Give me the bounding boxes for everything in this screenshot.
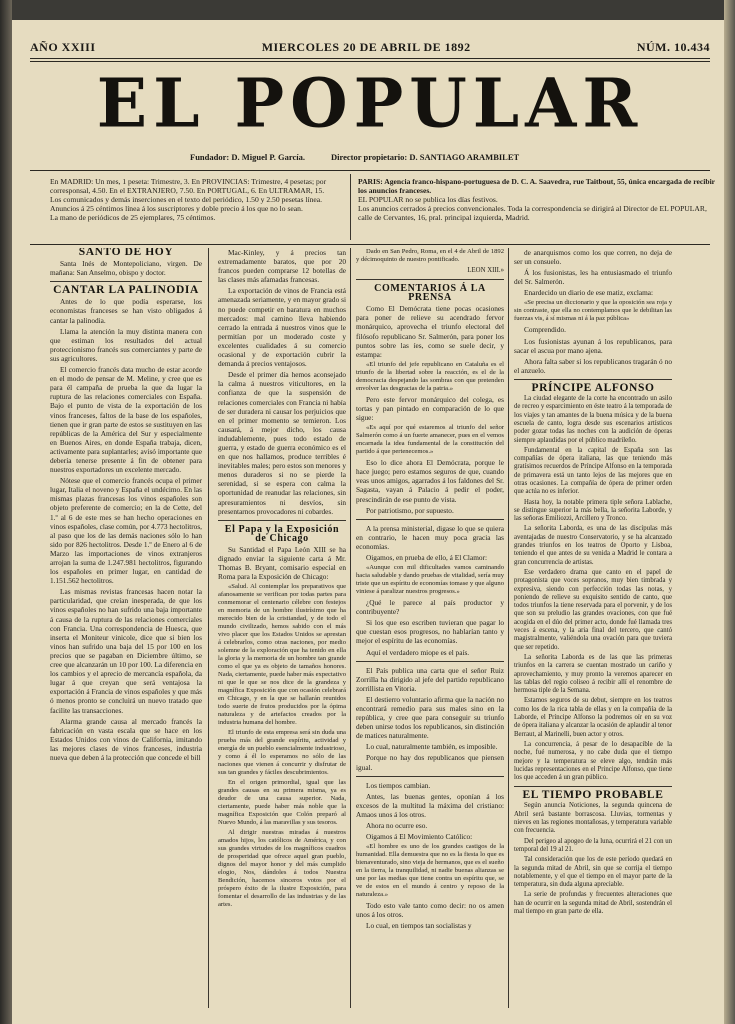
paragraph: Tal consideración que los de este período quedará en la segunda mitad de Abril, sin que se corrija el tiempo notablemente, y el que el tiempo en el mayor parte de la temperatura, sin duda alguna apreciable.	[514, 856, 672, 889]
santo-heading: SANTO DE HOY	[78, 248, 174, 258]
paragraph: Según anuncia Noticiones, la segunda quincena de Abril será bastante borrascosa. Lluvias, tormentas y nieves en las regiones montañosas, y temperatura variable con frecuencia.	[514, 802, 672, 835]
holidays-line: EL POPULAR no se publica los días festivos.	[358, 195, 498, 204]
paragraph: «El hombre es uno de los grandes castigos de la humanidad. Ella demuestra que no es la fiesta lo que es bienaventurado, sino vieja de hermanos, que es el sueño en la tierra, la tranquilidad, ni nadie buenas alianzas se une por las medias que tiene contra un espíritu que, se ve de estos en el mundo á centro y reposo de la naturaleza.»	[356, 843, 504, 899]
paragraph: Lo cual, en tiempos tan socialistas y	[366, 921, 472, 931]
paragraph: Ahora no ocurre eso.	[366, 821, 428, 831]
paragraph: El destierro voluntario afirma que la nación no encontrará remedio para sus males sino en la república, y cree que para conseguir su triunfo deben unirse todos los republicanos, sin distinción de matices naturalmente.	[356, 694, 504, 741]
paragraph: Alarma grande causa al mercado francés la fabricación en vasta escala que se hace en los Estados Unidos con vinos de California, imitando las mejores clases de vinos franceses, industria nueva que deben á la protección que concede el bill	[50, 716, 202, 762]
divider	[514, 786, 672, 787]
paragraph: Ese verdadero drama que canto en el papel de protagonista que voces sopranos, muy bien timbrada y expresiva, siendo con perfección todas las notas, y poniendo de relieve su exquisito sentido de canto, que todos triunfos la tiene reservada para el porvenir, y de los que son su preludio las grandes ovaciones, con que fué acogida en el dúo del primer acto, donde fué llamada tres veces á escena, y la aria final del tercero, que cantó magistralmente, valiéndola una ovación para que tuviera que ser repetido.	[514, 568, 672, 651]
dateline	[30, 40, 710, 55]
column-rule	[508, 248, 509, 1008]
paragraph: Dado en San Pedro, Roma, en el 4 de Abril de 1892 y décimoquinto de nuestro pontificado.	[356, 248, 504, 263]
paragraph: Oigamos á El Movimiento Católico:	[366, 832, 473, 842]
divider	[350, 174, 351, 240]
subscription-info	[50, 177, 342, 222]
agency-line: PARIS: Agencia franco-hispano-portuguesa de D. C. A. Saavedra, rue Taitbout, 55, única encargada de recibir los anuncios franceses.	[358, 177, 715, 195]
column-rule	[350, 248, 351, 1008]
newspaper-title: EL POPULAR	[96, 63, 644, 143]
year-label: AÑO XXIII	[30, 40, 96, 54]
paragraph: El triunfo de esta empresa será sin duda una prueba más del grande espíritu, actividad y energía de un pueblo esencialmente industrioso, y como á él lo esperamos no sólo de las naciones que vienen á concurrir y disfrutar de sus tan grandes y fáciles descubrimientos.	[218, 729, 346, 777]
founder-line: Fundador: D. Miguel P. García.	[190, 152, 305, 162]
divider	[30, 170, 710, 171]
paragraph: Si los que eso escriben tuvieran que pagar lo que cuestan esos progresos, no hablarían tanto y mejor el espíritu de las economías.	[356, 618, 504, 646]
paragraph: Hasta hoy, la notable primera tiple señora Lablache, se distingue superior la más bella, la señorita Laborde, y las señoras Emiliozzi, Arcillero y Tronco.	[514, 498, 672, 523]
santo-text: Santa Inés de Montepoliciano, virgen. De mañana: San Anselmo, obispo y doctor.	[50, 259, 202, 278]
paragraph: El comercio francés data mucho de estar acorde en el modo de pensar de M. Meline, y cree que es para él campaña de prueba la que da lugar la ruptura de las relaciones comerciales con España. Bajo el punto de vista de la exportación de los vinos franceses, faltos de la base de los españoles, tienen que ir gran parte de estos se sustituyen en las repúblicas de la América del Sur y especialmente en Buenos Aires, en donde España trabaja, dicen, activamente para suplantarles; avisó importante que debería tenerse presente á fin de obtener para nuestros exportadores un excelente mercado.	[50, 365, 202, 475]
paragraph: Antes de lo que podía esperarse, los economistas franceses se han visto obligados á cantar la palinodia.	[50, 297, 202, 325]
paragraph: A la prensa ministerial, digase lo que se quiera en contrario, le hacen muy poca gracia las economías.	[356, 523, 504, 551]
page-edge	[724, 0, 735, 1024]
paragraph: La señorita Laborda, es una de las discípulas más aventajadas de nuestro Conservatorio, y se ha alcanzado grandes triunfos en los teatros de Oporto y Lisboa, teniendo el que antes de su venida a Madrid le contara a gran concurrencia de artistas.	[514, 525, 672, 566]
paragraph: Lo cual, naturalmente también, es imposible.	[366, 742, 498, 752]
divider	[514, 379, 672, 380]
paragraph: Estamos seguros de su debut, siempre en los teatros como los de la rica tabla de ellas y en la compañía de la Laborde, el Príncipe Alfonso la podremos oír en su voz de ópera italiana y alcanzar la ocasión de aplaudir al tenor Berraut, al Marinelli, buen actor y otros.	[514, 697, 672, 738]
column-2	[218, 248, 346, 1008]
agency-info	[358, 177, 716, 222]
paragraph: Como El Demócrata tiene pocas ocasiones para poner de relieve su acendrado fervor monárquico, aprovecha el triunfo electoral del filósofo republicano Sr. Salmerón, para poner los puntos sobre las íes, como se suele decir, y estampa:	[356, 304, 504, 359]
paragraph: Desde el primer día hemos aconsejado la calma á nuestros viticultores, en la confianza de que la suspensión de relaciones comerciales con Francia ni había de ser duradera ni causar los perjuicios que en el primer momento se temieron. Los causará, á mejor dicho, los causa indudablemente, pues todo estado de guerra, y estado de guerra económico es el en que nos hallamos, produce terribles é inevitables males; pero estos son menores y menos duraderos si no se pierde la serenidad, si se espera con calma la oportunidad de reanudar las relaciones, sin apresuramientos ni desvíos, sin presentarnos provocadores ni cobardes.	[218, 370, 346, 516]
bundle-line: La mano de periódicos de 25 ejemplares, 75 céntimos.	[50, 213, 216, 222]
paragraph: Del perigeo al apogeo de la luna, ocurrirá el 21 con un temporal del 19 al 21.	[514, 837, 672, 853]
palinodia-heading: CANTAR LA PALINODIA	[53, 284, 199, 297]
book-spine	[0, 0, 12, 1024]
paragraph: Su Santidad el Papa León XIII se ha dignado enviar la siguiente carta á Mr. Thomas B. Bryant, comisario especial en Roma para la Exposición de Chicago:	[218, 544, 346, 582]
paragraph: Mac-Kinley, y á precios tan extremadamente baratos, que por 20 francos pueden comprarse 12 botellas de las clases más afamadas francesas.	[218, 248, 346, 285]
director-line: Director propietario: D. SANTIAGO ARAMBILET	[331, 152, 520, 162]
paragraph: Á los fusionistas, les ha entusiasmado el triunfo del Sr. Salmerón.	[514, 268, 672, 287]
paragraph: Aquí el verdadero miope es el país.	[366, 647, 470, 657]
paragraph: Las mismas revistas francesas hacen notar la particularidad, que creían inesperada, de que los vinos españoles no han sufrido una baja importante á causa de la ruptura de las relaciones comerciales con Francia. Una correspondencia de Huesca, que inserta el Moniteur vinicole, dice que si bien los vinos han sufrido una baja del 15 por 100 en los precios que se pagaban en Diciembre último, se cree que alcanzarán un 10 por 100. La diferencia en los cambios y el aprecio de mercancía española, da lugar á que creyan que será ventajosa la exportación á Francia de vinos españoles y que más ó menos pronto se concluirá un nuevo tratado que facilite las transacciones.	[50, 587, 202, 715]
column-1	[50, 248, 202, 1008]
paragraph: «Se precisa un diccionario y que la oposición sea roja y sin contraste, que ella no contemplamos que le debilitan las fuerzas vis, á sí mismas ni á la paz pública»	[514, 299, 672, 323]
paragraph: Enardecido un diario de ese matiz, exclama:	[524, 288, 654, 298]
paragraph: La concurrencia, á pesar de lo desapacible de la noche, fué numerosa, y no cabe duda que el tiempo mejore y la temperatura se eleve algo, tendrán más lucidas representaciones en el Principe Alfonso, que tiene los que acceden á un gran público.	[514, 740, 672, 782]
paragraph: «Salud. Al contemplar los preparativos que afanosamente se verifican por todas partes para conmemorar el centenario célebre con festejos en memoria de un hombre ilustrísimo que ha merecido bien de la cristiandad, y de todo el mundo civilizado, hemos sabido con el más vivo placer que los Estados Unidos se aprestan á celebrarlos, como otras naciones, por medio solemne de la exploración que ha tenido en ella la gloria y la memoria de un hombre tan grande como el que ya es objeto de tamaños honores. Nada, ciertamente, puede haber más expectativo ni que le que se nos dice de la grandeza y magnífica Exposición que con ocasión celebrará en Chicago, y en la que se hallarán reunidos todo suerte de frutos producidos por la ópima naturaleza y de artefactos creados por la industria humana del hombre.	[218, 583, 346, 727]
papa-heading: El Papa y la Exposición de Chicago	[224, 523, 340, 544]
paragraph: «Es aquí por qué estaremos al triunfo del señor Salmerón como á un fuerte amanecer, pues en el vemos encarnada la idea fundamental de la constitución del partido á que pertenecemos.»	[356, 424, 504, 456]
paragraph: Porque no hay dos republicanos que piensen igual.	[356, 753, 504, 772]
paragraph: ¿Qué le parece al país productor y contribuyente?	[356, 598, 504, 617]
divider	[356, 776, 504, 777]
paragraph: La señorita Laborda es de las que las primeras triunfos en la carrera se cuentan mostrado un cariño y aprovechamiento, y muy pronto la veremos aparecer en las tablas del regio coliseo á recibir allí el renombre de hermosa tiple de la Semana.	[514, 653, 672, 695]
date-label: MIERCOLES 20 DE ABRIL DE 1892	[261, 40, 471, 54]
paragraph: Por patriotismo, por supuesto.	[366, 505, 454, 515]
paragraph: Nótese que el comercio francés ocupa el primer lugar, Italia el noveno y España el undécimo. En las mismas plazas francesas los vinos españoles son objeto preferente de comercio; en la de Cette, del 1.º al 6 de este mes se han hecho operaciones en vinos españoles, clase común, por 4.773 hectolitros, al paso que los de las demás naciones sólo lo han sido por 826 hectolitros. Desde 1.º de Enero al 6 de Marzo las importaciones de vinos extranjeros arrojan la suma de 1.247.981 hectolitros, figurando los españoles en primer lugar, en cantidad de 1.151.562 hectolitros.	[50, 476, 202, 586]
paragraph: Fundamental en la capital de España son las compañías de ópera italiana, las que teniendo más gratísimos recuerdos de Príncipe Alfonso en la temporada de primavera está un tanto lejos de las mejores que en otras ocasiones. La compañía de ópera de primer orden que actúa no es inferior.	[514, 446, 672, 496]
paragraph: Pero este fervor monárquico del colega, es tortas y pan pintado en comparación de lo que sigue:	[356, 394, 504, 423]
paragraph: El País publica una carta que el señor Ruiz Zorrilla ha dirigido al jefe del partido republicano zorrillista en Vitoria.	[356, 665, 504, 693]
paragraph: Llama la atención la muy distinta manera con que estiman los resultados del actual proteccionismo francés sus comerciantes y parte de sus agricultores.	[50, 326, 202, 363]
paragraph: Los tiempos cambian.	[366, 780, 431, 790]
divider	[356, 661, 504, 662]
comentarios-heading: COMENTARIOS Á LA PRENSA	[374, 283, 486, 304]
paragraph: Eso lo dice ahora El Demócrata, porque le hace juego; pero estamos seguros de que, cuando veas unos amigos, agarrados á los faldones del Sr. Sagasta, vayan á Palacio á pedir el poder, prescindirán de ese punto de vista.	[356, 458, 504, 504]
paragraph: La serie de profundas y frecuentes alteraciones que han de ocurrir en la segunda mitad de Abril, sostendrán el mal tiempo en gran parte de ella.	[514, 891, 672, 916]
divider	[30, 58, 710, 59]
divider	[356, 519, 504, 520]
signature: LEON XIII.»	[467, 267, 504, 274]
paragraph: Ahora falta saber si los republicanos tragarán ó no el anzuelo.	[514, 356, 672, 375]
divider	[356, 279, 504, 280]
paragraph: La exportación de vinos de Francia está amenazada seriamente, y en mayor grado si no puede competir en baratura en muchos mercados: mal camino lleva habiendo cerrado la entrada á nuestros vinos que le permitían por un moderado coste y excelentes cualidades á su comercio ocasional y de exportación cubrir la demanda á precios ventajosos.	[218, 286, 346, 369]
tiempo-heading: EL TIEMPO PROBABLE	[522, 789, 664, 802]
column-rule	[208, 248, 209, 1008]
divider	[218, 520, 346, 521]
paragraph: Todo esto vale tanto como decir: no os amen unos á los otros.	[356, 901, 504, 920]
paragraph: de anarquismos como los que corren, no deja de ser un consuelo.	[514, 248, 672, 267]
issue-number: NÚM. 10.434	[636, 40, 710, 54]
divider	[50, 281, 202, 282]
divider	[30, 244, 710, 245]
paragraph: En el origen primordial, igual que las grandes causas en su primera misma, ya es deudor de una causa superior. Nada, ciertamente, puede haber más noble que la magnífica Exposición que Colón preparó al Nuevo Mundo, á las maravillas y sus tesoros.	[218, 779, 346, 827]
paragraph: Antes, las buenas gentes, oponían á los excesos de la multitud la máxima del cristiano: Amaos unos á los otros.	[356, 791, 504, 819]
paragraph: «Aunque con mil dificultades vamos caminando hacia saludable y dando pruebas de vitalidad, sería muy triste que un espíritu de economías tomase y que alguno viniese á paralizar nuestros progresos.»	[356, 564, 504, 596]
principe-heading: PRÍNCIPE ALFONSO	[531, 381, 655, 394]
column-4	[514, 248, 672, 1008]
paragraph: «El triunfo del jefe republicano en Cataluña es el triunfo de la libertad sobre la reacción, es el de la democracia despejando las sombras con que pretenden envolver las desgracias de la patria.»	[356, 360, 504, 392]
paragraph: Comprendido.	[524, 325, 566, 335]
paragraph: Los fusionistas ayunan á los republicanos, para sacar el ascua por mano ajena.	[514, 336, 672, 355]
prices-line: En MADRID: Un mes, 1 peseta: Trimestre, 3. En PROVINCIAS: Trimestre, 4 pesetas; por corresponsal, 4.50. En el EXTRANJERO, 7.50. En PORTUGAL, 6. En ULTRAMAR, 15.	[50, 177, 327, 195]
paragraph: Oigamos, en prueba de ello, á El Clamor:	[366, 552, 487, 562]
insertions-line: Los comunicados y demás inserciones en el texto del periódico, 1.50 y 2.50 pesetas línea. Anuncios á 25 céntimos línea á los suscriptores y doble precio á los que no lo sean.	[50, 195, 323, 213]
column-3	[356, 248, 504, 1008]
paragraph: Al dirigir nuestras miradas á nuestros amados hijos, los católicos de América, y con sus grandes virtudes de los magníficos cuadros de prosperidad que ofrece aquel gran pueblo, dignos del mayor honor y del más cumplido elogio, Nos, dándoles á todos Nuestra Bendición, hacemos sinceros votos por el próspero éxito de la ilustre Exposición, para fomentar el desarrollo de las industrias y de las artes.	[218, 829, 346, 909]
divider	[30, 61, 710, 62]
paragraph: La ciudad elegante de la corte ha encontrado un asilo de recreo y esparcimiento en éste teatro á la temporada de los viajes y tan amantes de la buena música y de la buena escuela de canto, logra desde sus escenarios artísticos poder gozar todas las noches con la audición de óperas siempre aplaudidas por el público madrileño.	[514, 395, 672, 444]
credits	[190, 152, 690, 162]
correspondence-line: Los anuncios cerrados á precios convencionales. Toda la correspondencia se dirigirá al Director de EL POPULAR, calle de Cervantes, 16, pral. principal izquierda, Madrid.	[358, 204, 707, 222]
